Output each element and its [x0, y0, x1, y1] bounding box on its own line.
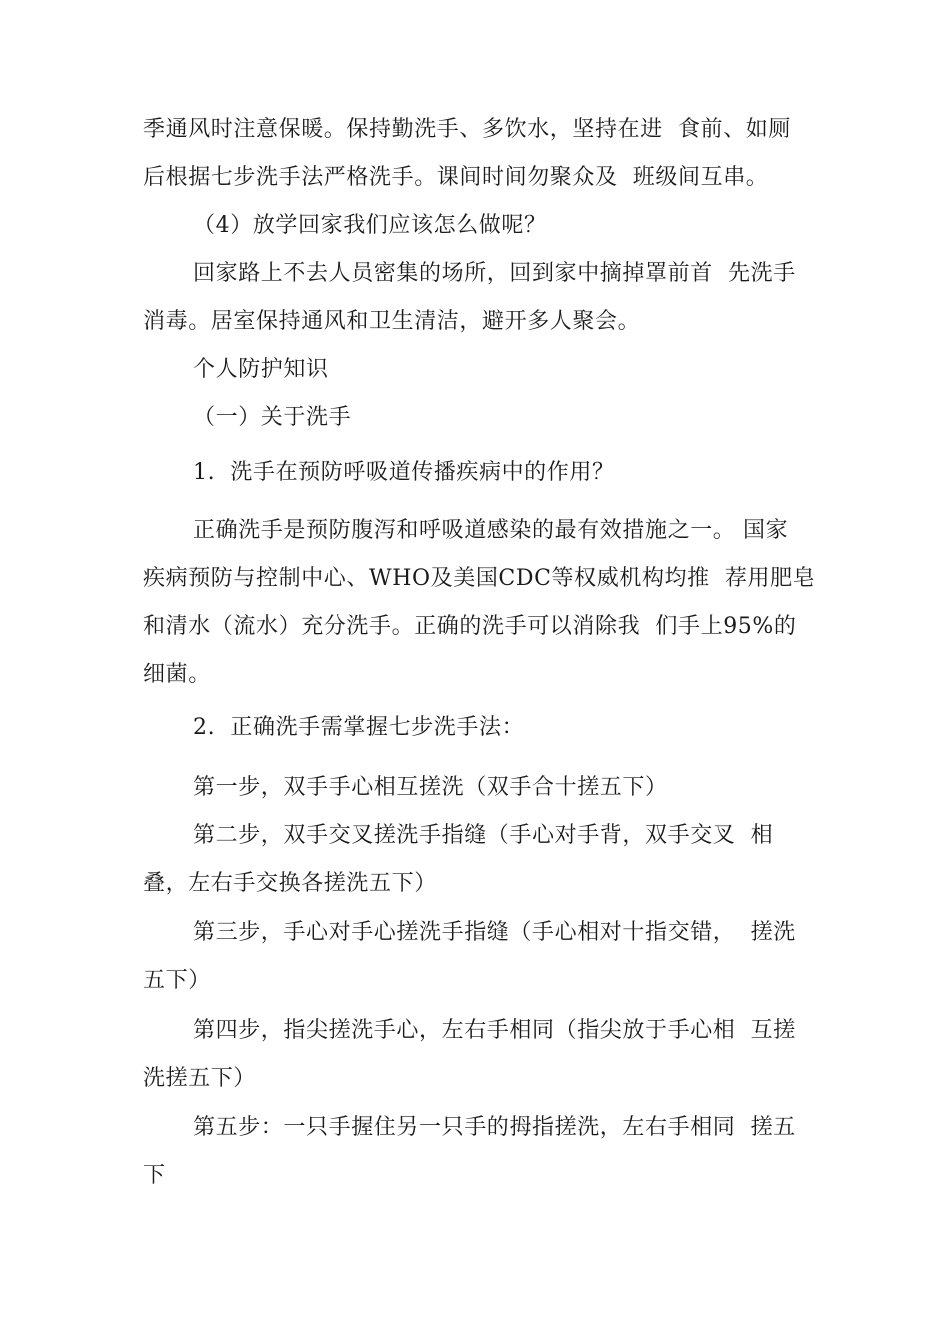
step-line: 洗搓五下）	[143, 1066, 257, 1091]
step-line: 叠，左右手交换各搓洗五下）	[143, 871, 437, 896]
paragraph-line: 和清水（流水）充分洗手。正确的洗手可以消除我 们手上95%的	[143, 614, 797, 639]
paragraph-line: 细菌。	[143, 662, 211, 687]
step-line: 第二步，双手交叉搓洗手指缝（手心对手背，双手交叉 相	[193, 823, 774, 848]
subsection-heading: （一）关于洗手	[193, 405, 352, 430]
step-line: 五下）	[143, 968, 211, 993]
question-heading-1: 1. 洗手在预防呼吸道传播疾病中的作用？	[193, 460, 615, 485]
paragraph-line: 回家路上不去人员密集的场所，回到家中摘掉罩前首 先洗手	[193, 261, 796, 286]
step-line: 第四步，指尖搓洗手心，左右手相同（指尖放于手心相 互搓	[193, 1018, 796, 1043]
section-heading: 个人防护知识	[193, 357, 329, 382]
step-line: 第三步，手心对手心搓洗手指缝（手心相对十指交错， 搓洗	[193, 920, 796, 945]
paragraph-line: 后根据七步洗手法严格洗手。课间时间勿聚众及 班级间互串。	[143, 165, 769, 190]
paragraph-line: 消毒。居室保持通风和卫生清洁，避开多人聚会。	[143, 309, 641, 334]
paragraph-line: 疾病预防与控制中心、WHO及美国CDC等权威机构均推 荐用肥皂	[143, 566, 816, 591]
question-heading-2: 2. 正确洗手需掌握七步洗手法：	[193, 715, 525, 740]
paragraph-line: 季通风时注意保暖。保持勤洗手、多饮水，坚持在进 食前、如厕	[143, 117, 791, 142]
step-line: 第五步：一只手握住另一只手的拇指搓洗，左右手相同 搓五	[193, 1115, 796, 1140]
step-line: 下	[143, 1163, 166, 1188]
subheading-4: （4）放学回家我们应该怎么做呢？	[193, 213, 547, 238]
step-line: 第一步，双手手心相互搓洗（双手合十搓五下）	[193, 775, 668, 800]
paragraph-line: 正确洗手是预防腹泻和呼吸道感染的最有效措施之一。 国家	[193, 518, 789, 543]
